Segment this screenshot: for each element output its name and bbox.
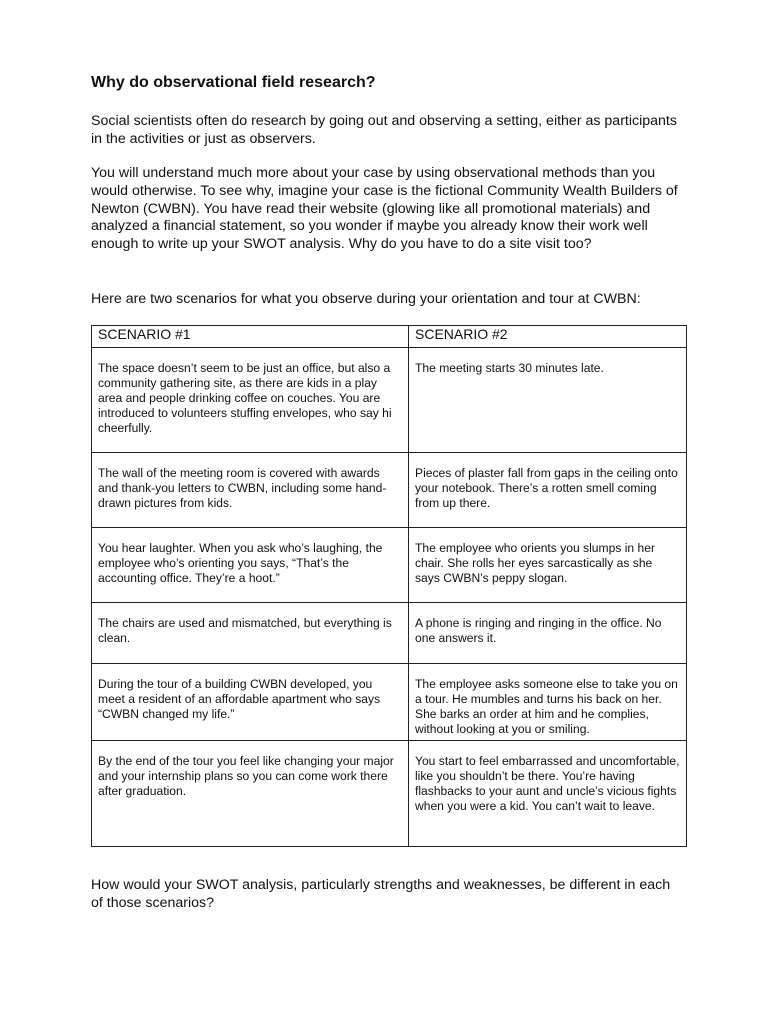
case-paragraph: You will understand much more about your case by using observational methods than you would otherwise. To see why, imagine your case is the fictional Community Wealth Builders of Newton (CWBN). You have read their website (glowing like all promotional materials) and analyzed a financial statement, so you wonder if maybe you already know their work well enough to write up your SWOT analysis. Why do you have to do a site visit too? bbox=[91, 165, 678, 253]
scenario-2-cell: The meeting starts 30 minutes late. bbox=[409, 348, 687, 453]
scenario-2-cell: Pieces of plaster fall from gaps in the ceiling onto your notebook. There’s a rotten smell coming from up there. bbox=[409, 453, 687, 528]
table-row bbox=[92, 348, 687, 453]
page-title: Why do observational field research? bbox=[91, 74, 376, 91]
scenario-1-cell: The space doesn’t seem to be just an office, but also a community gathering site, as there are kids in a play area and people drinking coffee on couches. You are introduced to volunteers stuffing envelopes, who say hi cheerfully. bbox=[92, 348, 409, 453]
scenarios-intro: Here are two scenarios for what you observe during your orientation and tour at CWBN: bbox=[91, 291, 641, 307]
scenario-1-cell: During the tour of a building CWBN developed, you meet a resident of an affordable apartment who says “CWBN changed my life.” bbox=[92, 664, 409, 741]
header-scenario-2: SCENARIO #2 bbox=[409, 326, 687, 348]
table-row bbox=[92, 453, 687, 528]
scenario-table bbox=[91, 325, 687, 847]
scenario-1-cell: By the end of the tour you feel like changing your major and your internship plans so you can come work there after graduation. bbox=[92, 741, 409, 847]
table-row bbox=[92, 741, 687, 847]
scenario-2-cell: A phone is ringing and ringing in the office. No one answers it. bbox=[409, 603, 687, 664]
swot-question: How would your SWOT analysis, particularly strengths and weaknesses, be different in each of those scenarios? bbox=[91, 877, 671, 911]
scenario-1-cell: You hear laughter. When you ask who’s laughing, the employee who’s orienting you says, “That’s the accounting office. They’re a hoot.” bbox=[92, 528, 409, 603]
table-header-row bbox=[92, 326, 687, 348]
scenario-1-cell: The chairs are used and mismatched, but everything is clean. bbox=[92, 603, 409, 664]
table-row bbox=[92, 528, 687, 603]
scenario-2-cell: The employee asks someone else to take you on a tour. He mumbles and turns his back on her. She barks an order at him and he complies, without looking at you or smiling. bbox=[409, 664, 687, 741]
table-row bbox=[92, 603, 687, 664]
header-scenario-1: SCENARIO #1 bbox=[92, 326, 409, 348]
scenario-2-cell: You start to feel embarrassed and uncomfortable, like you shouldn’t be there. You’re having flashbacks to your aunt and uncle’s vicious fights when you were a kid. You can’t wait to leave. bbox=[409, 741, 687, 847]
scenario-1-cell: The wall of the meeting room is covered with awards and thank-you letters to CWBN, including some hand-drawn pictures from kids. bbox=[92, 453, 409, 528]
intro-paragraph: Social scientists often do research by going out and observing a setting, either as participants in the activities or just as observers. bbox=[91, 113, 677, 147]
scenario-2-cell: The employee who orients you slumps in her chair. She rolls her eyes sarcastically as she says CWBN’s peppy slogan. bbox=[409, 528, 687, 603]
table-row bbox=[92, 664, 687, 741]
